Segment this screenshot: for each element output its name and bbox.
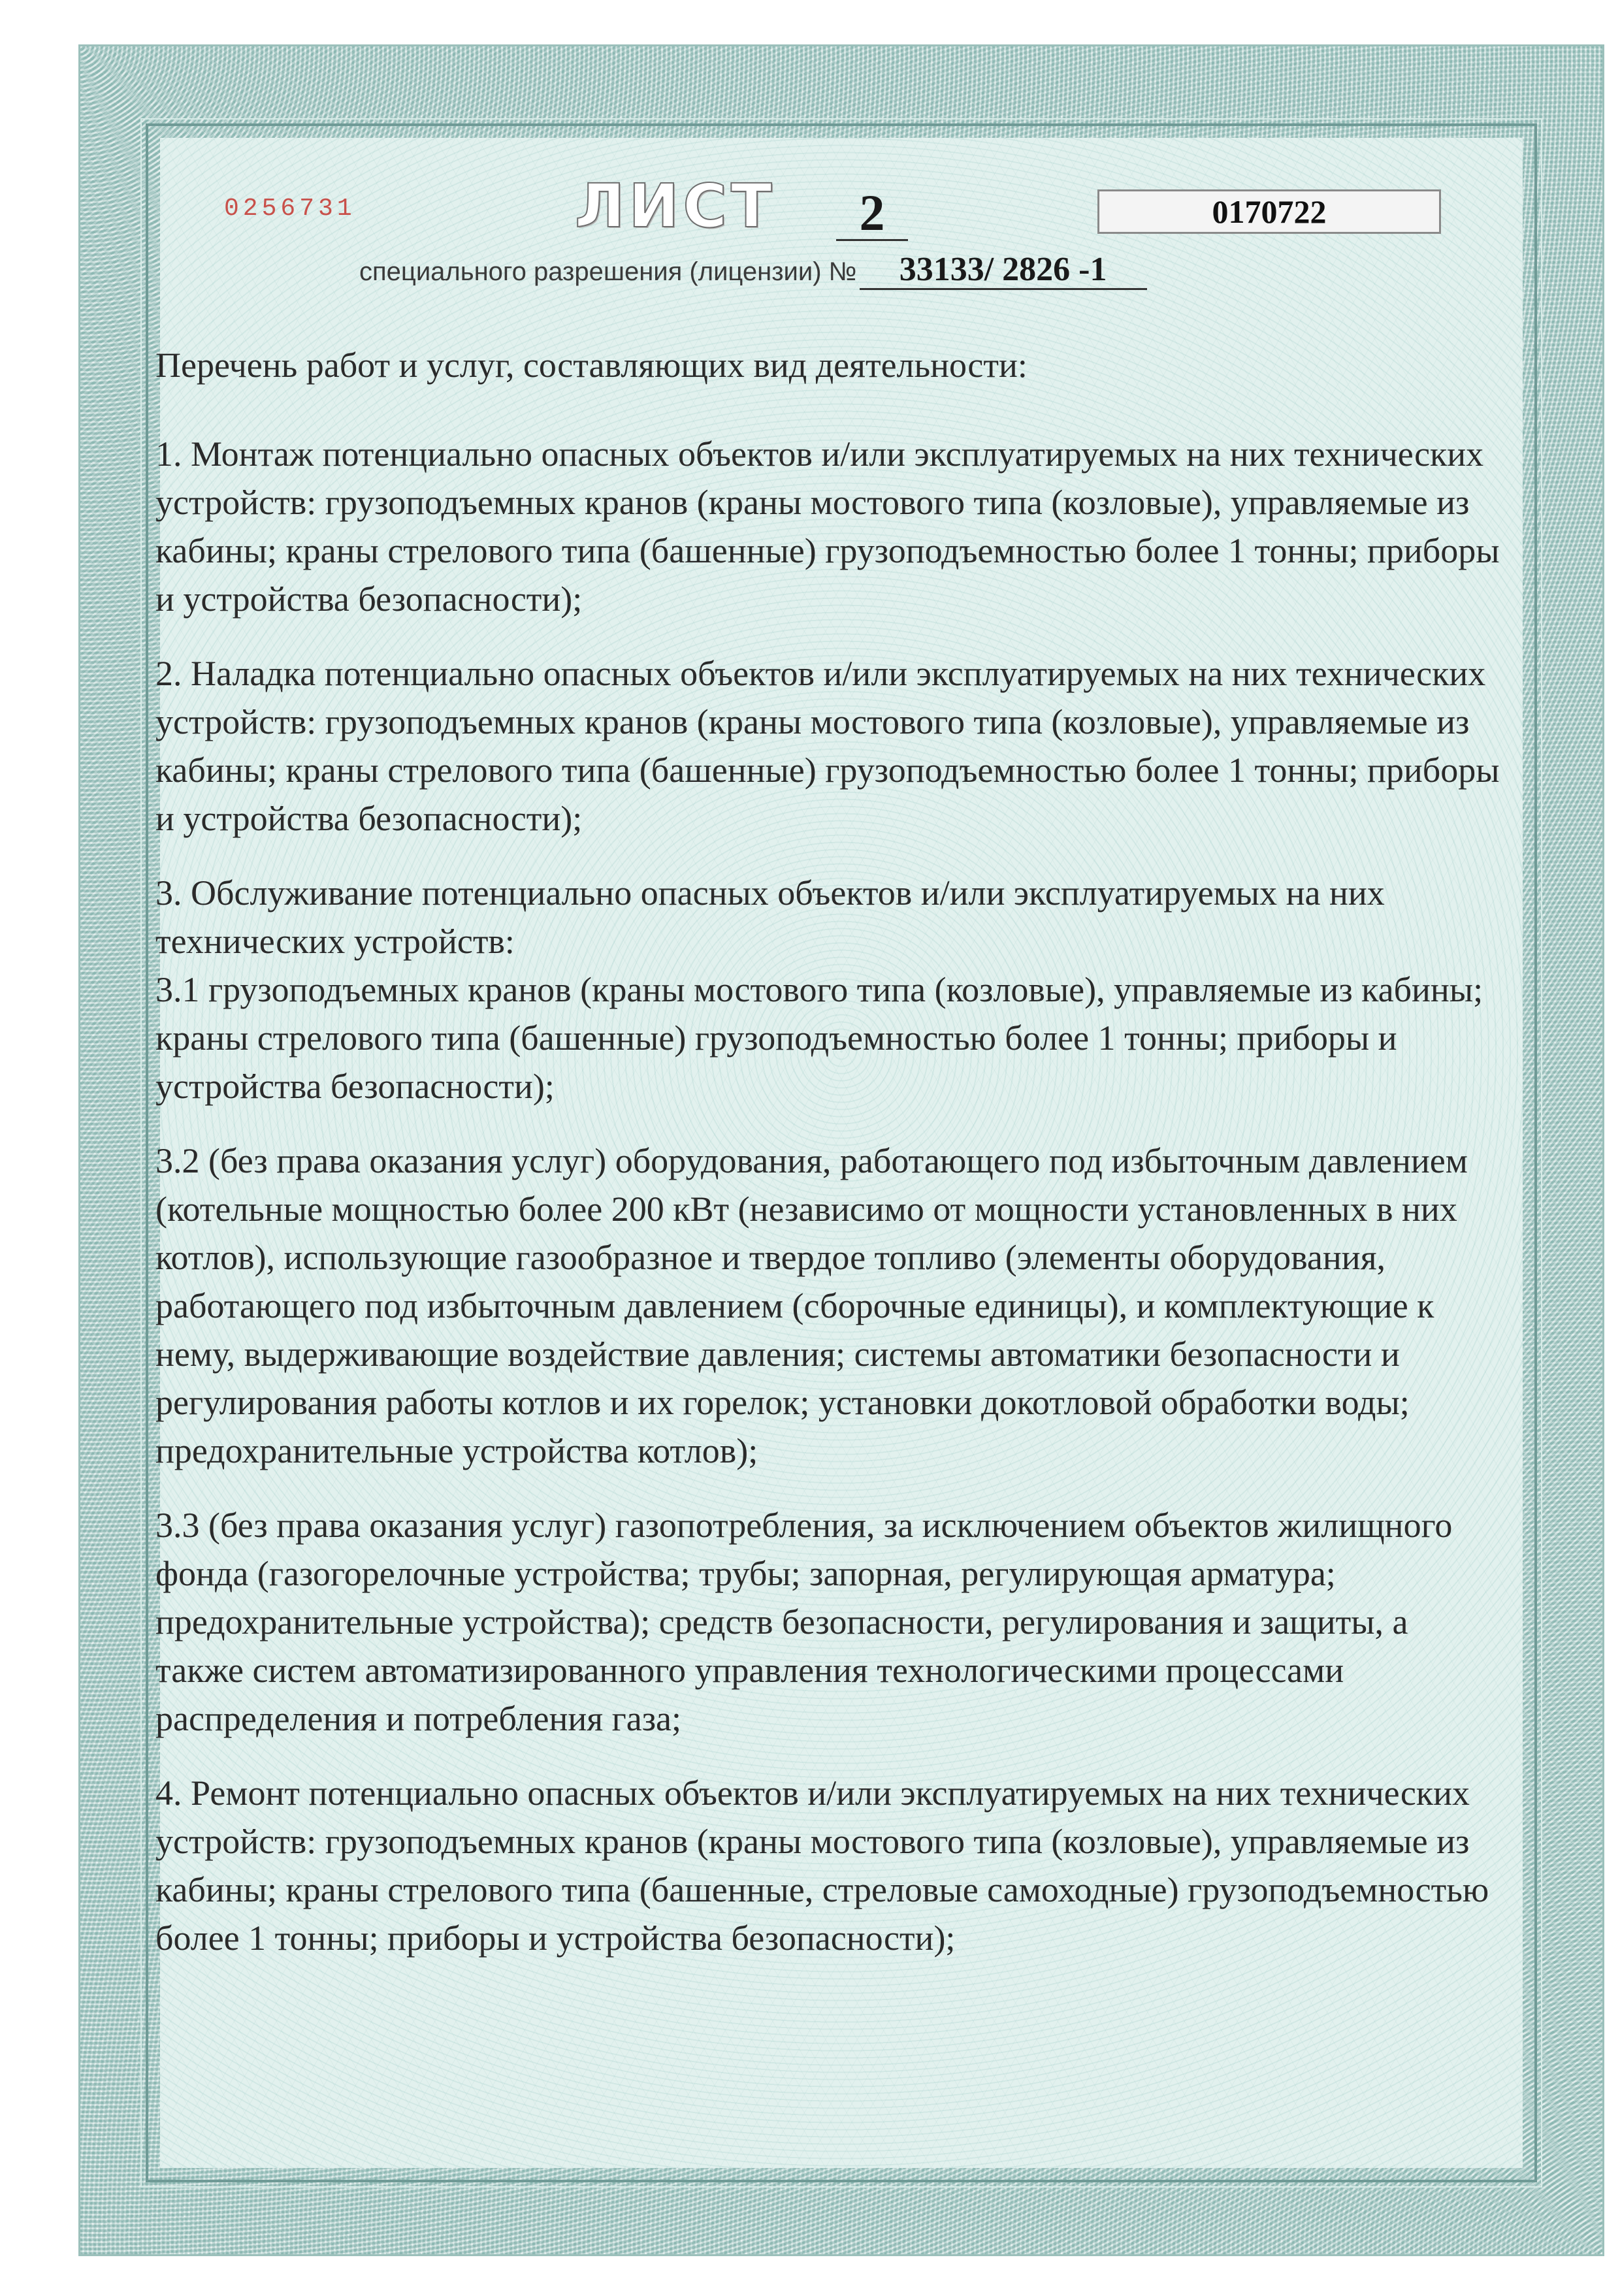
intro-text: Перечень работ и услуг, составляющих вид деятельности: [155,346,1028,385]
list-subitem-text: 3.1 грузоподъемных кранов (краны мостового типа (козловые), управляемые из кабины; краны стрелового типа (башенные) грузоподъемностью более 1 тонны; приборы и устройства безопасности); [155,970,1483,1106]
license-number: 33133/ 2826 -1 [860,251,1147,290]
sheet-title: ЛИСТ [575,171,776,241]
serial-number: 0256731 [224,195,356,223]
list-item-text: 4. Ремонт потенциально опасных объектов и/или эксплуатируемых на них технических устройств: грузоподъемных кранов (краны мостового типа (козловые), управляемые из кабины; краны стрелового типа (башенные, стреловые самоходные) грузоподъемностью более 1 тонны; приборы и устройства безопасности); [155,1773,1489,1958]
form-number: 0170722 [1097,189,1441,234]
list-item [155,869,1501,1110]
list-item [155,430,1501,623]
list-item [155,1769,1501,1962]
list-item [155,1501,1501,1743]
list-item-text: 2. Наладка потенциально опасных объектов и/или эксплуатируемых на них технических устройств: грузоподъемных кранов (краны мостового типа (козловые), управляемые из кабины; краны стрелового типа (башенные) грузоподъемностью более 1 тонны; приборы и устройства безопасности); [155,654,1500,838]
list-item-text: 3. Обслуживание потенциально опасных объектов и/или эксплуатируемых на них технических устройств: [155,873,1385,961]
license-label: специального разрешения (лицензии) № [359,257,857,286]
list-item-text: 3.2 (без права оказания услуг) оборудования, работающего под избыточным давлением (котельные мощностью более 200 кВт (независимо от мощности установленных в них котлов), использующие газообразное и твердое топливо (элементы оборудования, работающего под избыточным давлением (сборочные единицы), и комплектующие к нему, выдерживающие воздействие давления; системы автоматики безопасности и регулирования работы котлов и их горелок; установки докотловой обработки воды; предохранительные устройства котлов); [155,1141,1468,1470]
list-item-text: 3.3 (без права оказания услуг) газопотребления, за исключением объектов жилищного фонда (газогорелочные устройства; трубы; запорная, регулирующая арматура; предохранительные устройства); средств безопасности, регулирования и защиты, а также систем автоматизированного управления технологическими процессами распределения и потребления газа; [155,1506,1453,1738]
list-item-text: 1. Монтаж потенциально опасных объектов и/или эксплуатируемых на них технических устройств: грузоподъемных кранов (краны мостового типа (козловые), управляемые из кабины; краны стрелового типа (башенные) грузоподъемностью более 1 тонны; приборы и устройства безопасности); [155,434,1500,619]
license-line [359,251,1147,290]
document-body [155,341,1501,1988]
sheet-number: 2 [836,187,908,241]
list-item [155,649,1501,843]
list-item [155,1137,1501,1475]
